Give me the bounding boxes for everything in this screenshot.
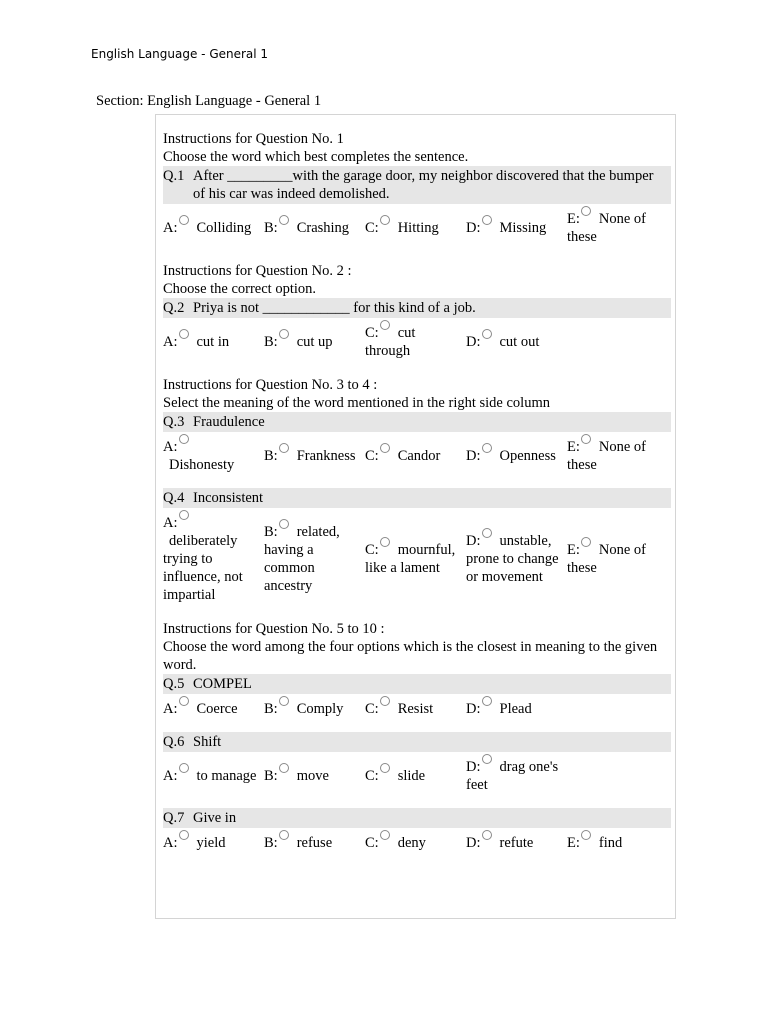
question-stem [163,808,671,828]
question-number: Q.7 [163,810,185,826]
radio-button[interactable] [380,215,390,225]
answer-option[interactable] [264,767,365,785]
option-label: refute [499,835,534,851]
radio-button[interactable] [179,434,189,444]
question-text: Fraudulence [193,414,265,430]
answer-options [163,514,671,604]
option-letter: E: [567,211,580,227]
answer-option[interactable] [163,219,264,237]
option-letter: E: [567,835,580,851]
question-text: After _________with the garage door, my neighbor discovered that the bumper of his car was indeed demolished. [193,168,654,202]
radio-button[interactable] [279,830,289,840]
instructions-block [163,262,671,298]
instructions-text: Choose the word among the four options which is the closest in meaning to the given word. [163,639,658,673]
option-label: Candor [397,448,441,464]
radio-button[interactable] [279,696,289,706]
radio-button[interactable] [482,830,492,840]
radio-button[interactable] [380,320,390,330]
radio-button[interactable] [581,434,591,444]
radio-button[interactable] [279,763,289,773]
option-letter: A: [163,835,178,851]
answer-option[interactable] [365,834,466,852]
option-label: deliberately trying to influence, not impartial [163,533,243,603]
answer-option[interactable] [466,700,567,718]
answer-option[interactable] [264,700,365,718]
instructions-text: Choose the correct option. [163,281,317,297]
option-label: mournful, like a lament [365,542,456,576]
radio-button[interactable] [279,519,289,529]
answer-option[interactable] [264,834,365,852]
option-label: refuse [296,835,333,851]
option-letter: A: [163,515,178,531]
question-stem [163,732,671,752]
radio-button[interactable] [380,763,390,773]
question-text: Give in [193,810,237,826]
option-label: None of these [567,211,647,245]
answer-option[interactable] [567,438,668,474]
option-letter: D: [466,759,481,775]
radio-button[interactable] [179,510,189,520]
option-label: cut through [365,325,416,359]
answer-option[interactable] [365,700,466,718]
radio-button[interactable] [482,696,492,706]
question-number: Q.6 [163,734,185,750]
answer-option[interactable] [365,541,466,577]
option-label: Hitting [397,220,439,236]
answer-option[interactable] [264,219,365,237]
option-label: None of these [567,439,647,473]
option-letter: A: [163,334,178,350]
option-letter: B: [264,220,278,236]
option-letter: B: [264,768,278,784]
question-number: Q.1 [163,168,185,184]
option-label: drag one's feet [466,759,559,793]
instructions-title: Instructions for Question No. 3 to 4 : [163,377,378,393]
instructions-title: Instructions for Question No. 1 [163,131,344,147]
question-text: Priya is not ____________ for this kind of a job. [193,300,476,316]
option-label: related, having a common ancestry [264,524,340,594]
instructions-block [163,376,671,412]
question-block [163,808,671,852]
question-stem [163,412,671,432]
answer-option[interactable] [163,834,264,852]
option-label: Frankness [296,448,356,464]
option-letter: D: [466,448,481,464]
radio-button[interactable] [581,830,591,840]
option-label: Crashing [296,220,350,236]
radio-button[interactable] [380,696,390,706]
option-letter: D: [466,835,481,851]
instructions-block [163,130,671,166]
answer-option[interactable] [365,767,466,785]
answer-option[interactable] [466,219,567,237]
answer-options [163,438,671,474]
answer-options [163,834,671,852]
option-label: None of these [567,542,647,576]
instructions-text: Select the meaning of the word mentioned in the right side column [163,395,550,411]
option-letter: D: [466,701,481,717]
question-text: COMPEL [193,676,252,692]
answer-options [163,758,671,794]
question-number: Q.4 [163,490,185,506]
option-label: Colliding [196,220,252,236]
answer-option[interactable] [163,767,264,785]
option-label: Missing [499,220,547,236]
option-letter: A: [163,701,178,717]
answer-options [163,210,671,246]
radio-button[interactable] [279,443,289,453]
radio-button[interactable] [179,830,189,840]
answer-option[interactable] [567,210,668,246]
question-text: Inconsistent [193,490,264,506]
option-label: unstable, prone to change or movement [466,533,559,585]
answer-option[interactable] [365,219,466,237]
answer-option[interactable] [466,758,567,794]
radio-button[interactable] [179,329,189,339]
option-label: Openness [499,448,556,464]
radio-button[interactable] [279,215,289,225]
answer-option[interactable] [264,333,365,351]
radio-button[interactable] [380,537,390,547]
question-stem [163,488,671,508]
radio-button[interactable] [179,696,189,706]
option-label: yield [196,835,226,851]
option-label: Coerce [196,701,238,717]
radio-button[interactable] [482,215,492,225]
option-label: cut out [499,334,540,350]
question-block [163,298,671,360]
option-label: Plead [499,701,532,717]
radio-button[interactable] [482,329,492,339]
option-letter: C: [365,835,379,851]
radio-button[interactable] [380,830,390,840]
option-letter: A: [163,220,178,236]
option-letter: B: [264,701,278,717]
option-letter: C: [365,448,379,464]
option-label: deny [397,835,426,851]
question-number: Q.5 [163,676,185,692]
question-block [163,488,671,604]
answer-option[interactable] [466,532,567,586]
question-block [163,674,671,718]
option-letter: D: [466,533,481,549]
answer-option[interactable] [264,523,365,595]
option-label: cut up [296,334,333,350]
answer-option[interactable] [163,333,264,351]
answer-option[interactable] [264,447,365,465]
answer-option[interactable] [163,438,264,474]
instructions-title: Instructions for Question No. 2 : [163,263,352,279]
radio-button[interactable] [482,528,492,538]
option-letter: A: [163,439,178,455]
option-label: Comply [296,701,344,717]
option-letter: D: [466,334,481,350]
option-letter: B: [264,448,278,464]
radio-button[interactable] [581,537,591,547]
option-label: cut in [196,334,230,350]
answer-option[interactable] [365,324,466,360]
radio-button[interactable] [482,443,492,453]
radio-button[interactable] [279,329,289,339]
radio-button[interactable] [179,215,189,225]
question-block [163,412,671,474]
option-letter: C: [365,701,379,717]
question-stem [163,166,671,204]
instructions-block [163,620,671,674]
option-label: slide [397,768,426,784]
option-letter: E: [567,439,580,455]
radio-button[interactable] [482,754,492,764]
option-letter: B: [264,334,278,350]
option-letter: C: [365,220,379,236]
option-letter: E: [567,542,580,558]
option-label: move [296,768,329,784]
question-number: Q.3 [163,414,185,430]
option-letter: C: [365,325,379,341]
instructions-text: Choose the word which best completes the sentence. [163,149,469,165]
answer-options [163,324,671,360]
option-letter: D: [466,220,481,236]
option-letter: B: [264,835,278,851]
answer-option[interactable] [163,514,264,604]
question-stem [163,298,671,318]
answer-options [163,700,671,718]
answer-option[interactable] [567,834,668,852]
radio-button[interactable] [179,763,189,773]
document-header: English Language - General 1 [91,47,269,61]
answer-option[interactable] [163,700,264,718]
instructions-title: Instructions for Question No. 5 to 10 : [163,621,385,637]
answer-option[interactable] [466,333,567,351]
option-label: Resist [397,701,434,717]
option-letter: A: [163,768,178,784]
question-text: Shift [193,734,222,750]
option-label: find [598,835,623,851]
radio-button[interactable] [581,206,591,216]
question-number: Q.2 [163,300,185,316]
question-list [163,130,671,852]
answer-option[interactable] [466,447,567,465]
answer-option[interactable] [365,447,466,465]
option-letter: C: [365,542,379,558]
radio-button[interactable] [380,443,390,453]
option-label: to manage [196,768,257,784]
option-letter: C: [365,768,379,784]
section-title: Section: English Language - General 1 [96,93,322,109]
answer-option[interactable] [466,834,567,852]
question-block [163,732,671,794]
option-label: Dishonesty [169,457,235,473]
question-block [163,166,671,246]
answer-option[interactable] [567,541,668,577]
option-letter: B: [264,524,278,540]
question-stem [163,674,671,694]
